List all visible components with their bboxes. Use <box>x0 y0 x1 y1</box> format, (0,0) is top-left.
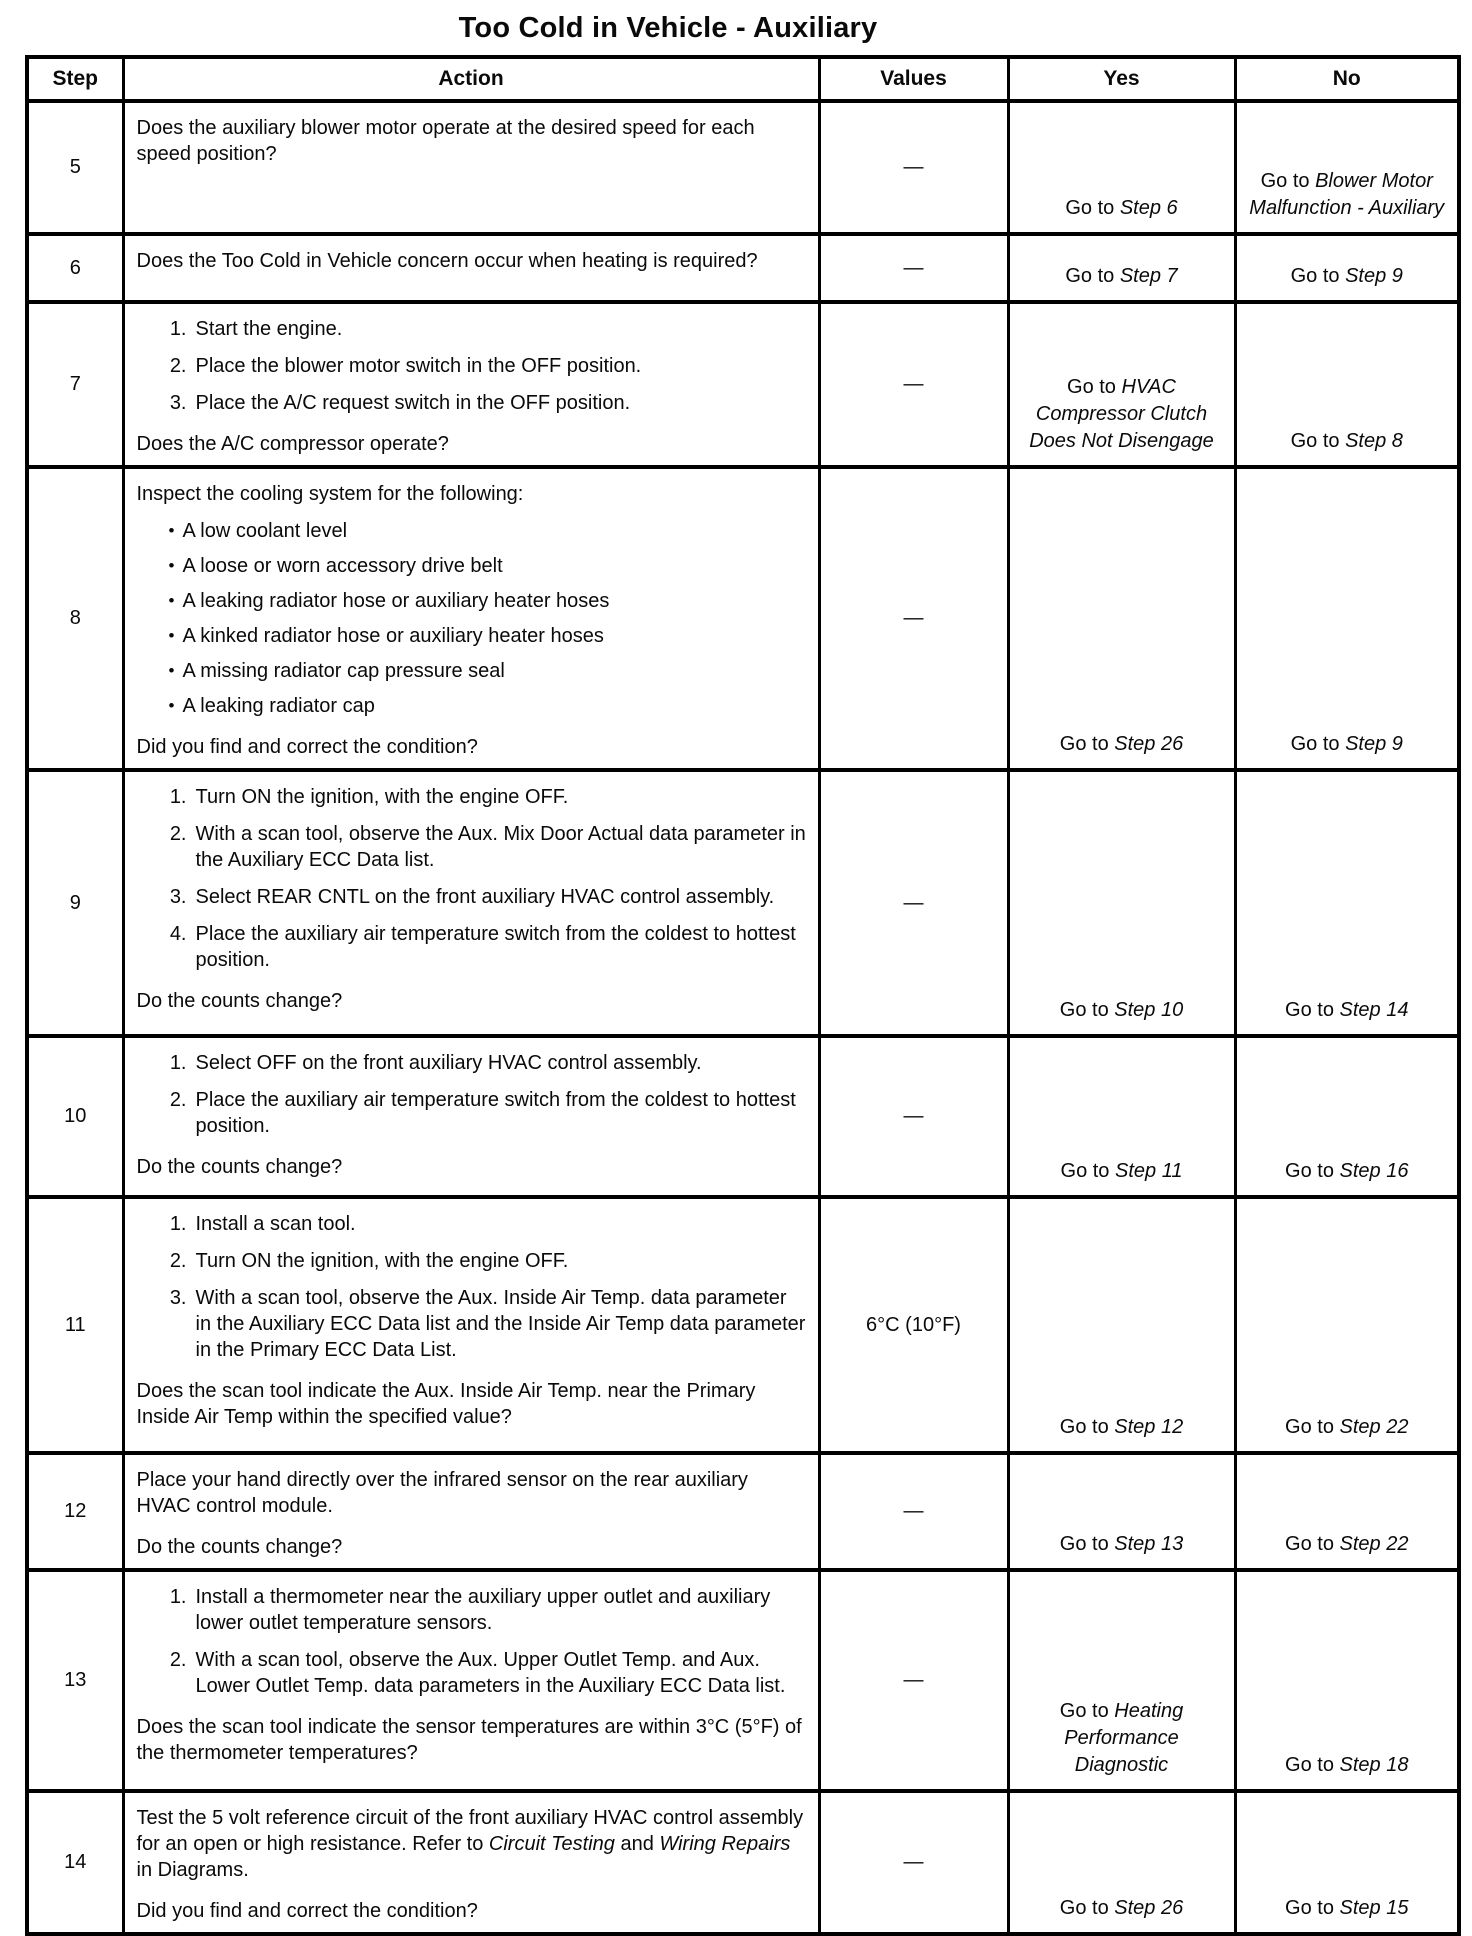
item-number: 1. <box>169 1213 187 1235</box>
action-cell <box>123 770 819 1036</box>
bullet-icon: • <box>168 591 175 610</box>
table-row <box>27 1197 1459 1453</box>
item-number: 1. <box>169 1586 187 1608</box>
action-cell <box>123 1036 819 1197</box>
text-segment: Go to <box>1285 1897 1340 1919</box>
italic-reference: Step 10 <box>1114 999 1184 1021</box>
text-segment: With a scan tool, observe the Aux. Mix Door Actual data parameter in the Auxiliary ECC Data list. <box>195 823 806 871</box>
yes-cell <box>1008 1453 1235 1570</box>
italic-reference: Step 22 <box>1339 1416 1409 1438</box>
numbered-item <box>137 1087 808 1139</box>
yes-cell <box>1008 770 1235 1036</box>
text-segment: Go to <box>1059 1700 1115 1722</box>
action-question <box>137 734 808 760</box>
step-cell: 5 <box>27 101 123 234</box>
action-cell <box>123 1197 819 1453</box>
step-cell: 14 <box>27 1791 123 1934</box>
values-cell: — <box>819 770 1008 1036</box>
values-cell: — <box>819 1570 1008 1791</box>
item-text <box>196 390 808 416</box>
table-row <box>27 1453 1459 1570</box>
text-segment: A leaking radiator hose or auxiliary heater hoses <box>182 590 610 612</box>
bullet-item <box>137 588 808 614</box>
text-segment: Test the 5 volt reference circuit of the front auxiliary HVAC control assembly for an open or high resistance. Refer to <box>136 1807 804 1855</box>
text-segment: Does the scan tool indicate the Aux. Inside Air Temp. near the Primary Inside Air Temp within the specified value? <box>136 1380 756 1428</box>
italic-reference: Step 9 <box>1345 733 1403 755</box>
italic-reference: Step 22 <box>1339 1533 1409 1555</box>
text-segment: Place the A/C request switch in the OFF position. <box>195 392 631 414</box>
action-question <box>137 1154 808 1180</box>
action-cell <box>123 1453 819 1570</box>
yes-cell <box>1008 1036 1235 1197</box>
item-number: 2. <box>169 355 187 377</box>
action-text <box>137 1805 808 1883</box>
text-segment: Go to <box>1060 1160 1115 1182</box>
table-row <box>27 467 1459 770</box>
text-segment: Go to <box>1059 1533 1115 1555</box>
text-segment: A leaking radiator cap <box>182 695 375 717</box>
text-segment: Inspect the cooling system for the following: <box>136 483 524 505</box>
table-header <box>27 57 1459 101</box>
text-segment: Go to <box>1059 1897 1115 1919</box>
no-cell <box>1235 1453 1459 1570</box>
action-question <box>137 115 808 167</box>
step-cell: 13 <box>27 1570 123 1791</box>
text-segment: Did you find and correct the condition? <box>136 736 478 758</box>
text-segment: Go to <box>1290 265 1346 287</box>
diagnostic-table-body <box>27 101 1459 1934</box>
item-text <box>183 658 808 684</box>
text-segment: Place the auxiliary air temperature switch from the coldest to hottest position. <box>195 1089 796 1137</box>
step-cell: 8 <box>27 467 123 770</box>
italic-reference: Step 26 <box>1114 1897 1184 1919</box>
text-segment: Select OFF on the front auxiliary HVAC control assembly. <box>195 1052 702 1074</box>
text-segment: Install a scan tool. <box>195 1213 356 1235</box>
italic-reference: Step 14 <box>1339 999 1409 1021</box>
item-text <box>196 1647 808 1699</box>
action-question <box>137 1898 808 1924</box>
table-row <box>27 101 1459 234</box>
text-segment: Does the scan tool indicate the sensor temperatures are within 3°C (5°F) of the thermometer temperatures? <box>136 1716 802 1764</box>
text-segment: Turn ON the ignition, with the engine OFF. <box>195 1250 569 1272</box>
table-row <box>27 1791 1459 1934</box>
table-row <box>27 302 1459 467</box>
yes-cell <box>1008 1791 1235 1934</box>
table-row <box>27 1036 1459 1197</box>
numbered-item <box>137 1584 808 1636</box>
text-segment: Place your hand directly over the infrared sensor on the rear auxiliary HVAC control module. <box>136 1469 748 1517</box>
header-row <box>27 57 1459 101</box>
item-text <box>183 693 808 719</box>
bullet-icon: • <box>168 556 175 575</box>
text-segment: Did you find and correct the condition? <box>136 1900 478 1922</box>
action-text <box>137 1467 808 1519</box>
yes-cell <box>1008 302 1235 467</box>
text-segment: Does the Too Cold in Vehicle concern occur when heating is required? <box>136 250 758 272</box>
bullet-icon: • <box>168 661 175 680</box>
italic-reference: Circuit Testing <box>488 1833 615 1855</box>
numbered-item <box>137 884 808 910</box>
values-cell: — <box>819 1453 1008 1570</box>
no-cell <box>1235 1791 1459 1934</box>
text-segment: Go to <box>1285 1160 1340 1182</box>
bullet-item <box>137 623 808 649</box>
action-cell <box>123 234 819 302</box>
step-cell: 7 <box>27 302 123 467</box>
text-segment: in Diagrams. <box>136 1859 249 1881</box>
item-number: 1. <box>169 786 187 808</box>
text-segment: and <box>614 1833 660 1855</box>
numbered-item <box>137 1647 808 1699</box>
text-segment: Do the counts change? <box>136 1536 343 1558</box>
item-number: 2. <box>169 1649 187 1671</box>
text-segment: With a scan tool, observe the Aux. Upper Outlet Temp. and Aux. Lower Outlet Temp. data parameters in the Auxiliary ECC Data list. <box>195 1649 786 1697</box>
header-values: Values <box>819 57 1008 101</box>
values-cell: 6°C (10°F) <box>819 1197 1008 1453</box>
numbered-item <box>137 1211 808 1237</box>
table-row <box>27 1570 1459 1791</box>
italic-reference: Step 13 <box>1114 1533 1184 1555</box>
item-text <box>196 1248 808 1274</box>
page-title: Too Cold in Vehicle - Auxiliary <box>458 12 878 44</box>
text-segment: A kinked radiator hose or auxiliary heater hoses <box>182 625 604 647</box>
italic-reference: Step 6 <box>1119 197 1178 219</box>
text-segment: Go to <box>1285 1754 1340 1776</box>
item-number: 1. <box>169 318 187 340</box>
action-cell <box>123 1791 819 1934</box>
diagnostic-table <box>25 55 1461 1936</box>
item-text <box>183 588 808 614</box>
item-text <box>196 921 808 973</box>
item-number: 3. <box>169 392 187 414</box>
text-segment: Go to <box>1065 197 1120 219</box>
italic-reference: Step 16 <box>1339 1160 1409 1182</box>
yes-cell <box>1008 101 1235 234</box>
step-cell: 10 <box>27 1036 123 1197</box>
item-text <box>183 623 808 649</box>
text-segment: Go to <box>1285 1416 1340 1438</box>
no-cell <box>1235 1197 1459 1453</box>
action-question <box>137 1534 808 1560</box>
header-no: No <box>1235 57 1459 101</box>
action-cell <box>123 467 819 770</box>
item-text <box>196 884 808 910</box>
bullet-item <box>137 693 808 719</box>
bullet-item <box>137 658 808 684</box>
header-step: Step <box>27 57 123 101</box>
text-segment: Go to <box>1290 430 1346 452</box>
text-segment: A low coolant level <box>182 520 348 542</box>
step-cell: 9 <box>27 770 123 1036</box>
text-segment: Do the counts change? <box>136 1156 343 1178</box>
action-question <box>137 431 808 457</box>
action-question <box>137 248 808 274</box>
text-segment: Go to <box>1285 999 1340 1021</box>
text-segment: With a scan tool, observe the Aux. Inside Air Temp. data parameter in the Auxiliary ECC Data list and the Inside Air Temp data parameter in the Primary ECC Data List. <box>195 1287 806 1361</box>
text-segment: Start the engine. <box>195 318 343 340</box>
text-segment: Install a thermometer near the auxiliary upper outlet and auxiliary lower outlet temperature sensors. <box>195 1586 771 1634</box>
values-cell: — <box>819 234 1008 302</box>
text-segment: Go to <box>1059 1416 1115 1438</box>
no-cell <box>1235 467 1459 770</box>
text-segment: Go to <box>1059 733 1115 755</box>
text-segment: Go to <box>1290 733 1346 755</box>
no-cell <box>1235 101 1459 234</box>
italic-reference: Blower Motor Malfunction - Auxiliary <box>1249 170 1445 219</box>
item-text <box>183 553 808 579</box>
italic-reference: Step 11 <box>1115 1160 1183 1182</box>
item-text <box>196 1211 808 1237</box>
bullet-item <box>137 553 808 579</box>
action-question <box>137 1378 808 1430</box>
item-number: 2. <box>169 1089 187 1111</box>
no-cell <box>1235 234 1459 302</box>
item-text <box>196 1050 808 1076</box>
values-cell: — <box>819 302 1008 467</box>
no-cell <box>1235 1036 1459 1197</box>
action-cell <box>123 101 819 234</box>
italic-reference: HVAC Compressor Clutch Does Not Disengage <box>1029 376 1214 452</box>
bullet-item <box>137 518 808 544</box>
action-question <box>137 1714 808 1766</box>
numbered-item <box>137 1285 808 1363</box>
numbered-item <box>137 784 808 810</box>
item-number: 1. <box>169 1052 187 1074</box>
italic-reference: Step 9 <box>1345 265 1403 287</box>
action-cell <box>123 302 819 467</box>
text-segment: Does the auxiliary blower motor operate at the desired speed for each speed position? <box>136 117 755 165</box>
text-segment: Go to <box>1285 1533 1340 1555</box>
values-cell: — <box>819 1036 1008 1197</box>
item-text <box>196 316 808 342</box>
numbered-item <box>137 353 808 379</box>
values-cell: — <box>819 101 1008 234</box>
italic-reference: Step 12 <box>1114 1416 1184 1438</box>
text-segment: Go to <box>1059 999 1115 1021</box>
yes-cell <box>1008 1197 1235 1453</box>
text-segment: Go to <box>1065 265 1120 287</box>
text-segment: Do the counts change? <box>136 990 343 1012</box>
item-text <box>196 1285 808 1363</box>
step-cell: 11 <box>27 1197 123 1453</box>
step-cell: 6 <box>27 234 123 302</box>
italic-reference: Step 18 <box>1339 1754 1409 1776</box>
numbered-item <box>137 821 808 873</box>
item-text <box>196 1584 808 1636</box>
numbered-item <box>137 921 808 973</box>
numbered-item <box>137 1050 808 1076</box>
numbered-item <box>137 316 808 342</box>
yes-cell <box>1008 234 1235 302</box>
text-segment: Place the blower motor switch in the OFF position. <box>195 355 642 377</box>
text-segment: A missing radiator cap pressure seal <box>182 660 505 682</box>
bullet-icon: • <box>168 626 175 645</box>
item-number: 3. <box>169 886 187 908</box>
italic-reference: Step 8 <box>1345 430 1403 452</box>
italic-reference: Wiring Repairs <box>659 1833 791 1855</box>
item-number: 2. <box>169 823 187 845</box>
italic-reference: Step 26 <box>1114 733 1184 755</box>
table-row <box>27 234 1459 302</box>
text-segment: Turn ON the ignition, with the engine OFF. <box>195 786 569 808</box>
no-cell <box>1235 1570 1459 1791</box>
table-row <box>27 770 1459 1036</box>
text-segment: Place the auxiliary air temperature switch from the coldest to hottest position. <box>195 923 796 971</box>
item-number: 2. <box>169 1250 187 1272</box>
action-text <box>137 481 808 507</box>
header-yes: Yes <box>1008 57 1235 101</box>
item-text <box>196 353 808 379</box>
italic-reference: Step 15 <box>1339 1897 1409 1919</box>
item-text <box>183 518 808 544</box>
values-cell: — <box>819 467 1008 770</box>
text-segment: Go to <box>1067 376 1122 398</box>
values-cell: — <box>819 1791 1008 1934</box>
no-cell <box>1235 302 1459 467</box>
numbered-item <box>137 390 808 416</box>
text-segment: Does the A/C compressor operate? <box>136 433 449 455</box>
italic-reference: Step 7 <box>1119 265 1178 287</box>
item-text <box>196 1087 808 1139</box>
numbered-item <box>137 1248 808 1274</box>
text-segment: A loose or worn accessory drive belt <box>182 555 503 577</box>
bullet-icon: • <box>168 696 175 715</box>
italic-reference: Heating Performance Diagnostic <box>1064 1700 1184 1776</box>
bullet-icon: • <box>168 521 175 540</box>
text-segment: Select REAR CNTL on the front auxiliary HVAC control assembly. <box>195 886 775 908</box>
yes-cell <box>1008 1570 1235 1791</box>
no-cell <box>1235 770 1459 1036</box>
text-segment: Go to <box>1260 170 1316 192</box>
yes-cell <box>1008 467 1235 770</box>
item-number: 3. <box>169 1287 187 1309</box>
item-text <box>196 784 808 810</box>
step-cell: 12 <box>27 1453 123 1570</box>
item-number: 4. <box>169 923 187 945</box>
action-question <box>137 988 808 1014</box>
action-cell <box>123 1570 819 1791</box>
item-text <box>196 821 808 873</box>
header-action: Action <box>123 57 819 101</box>
